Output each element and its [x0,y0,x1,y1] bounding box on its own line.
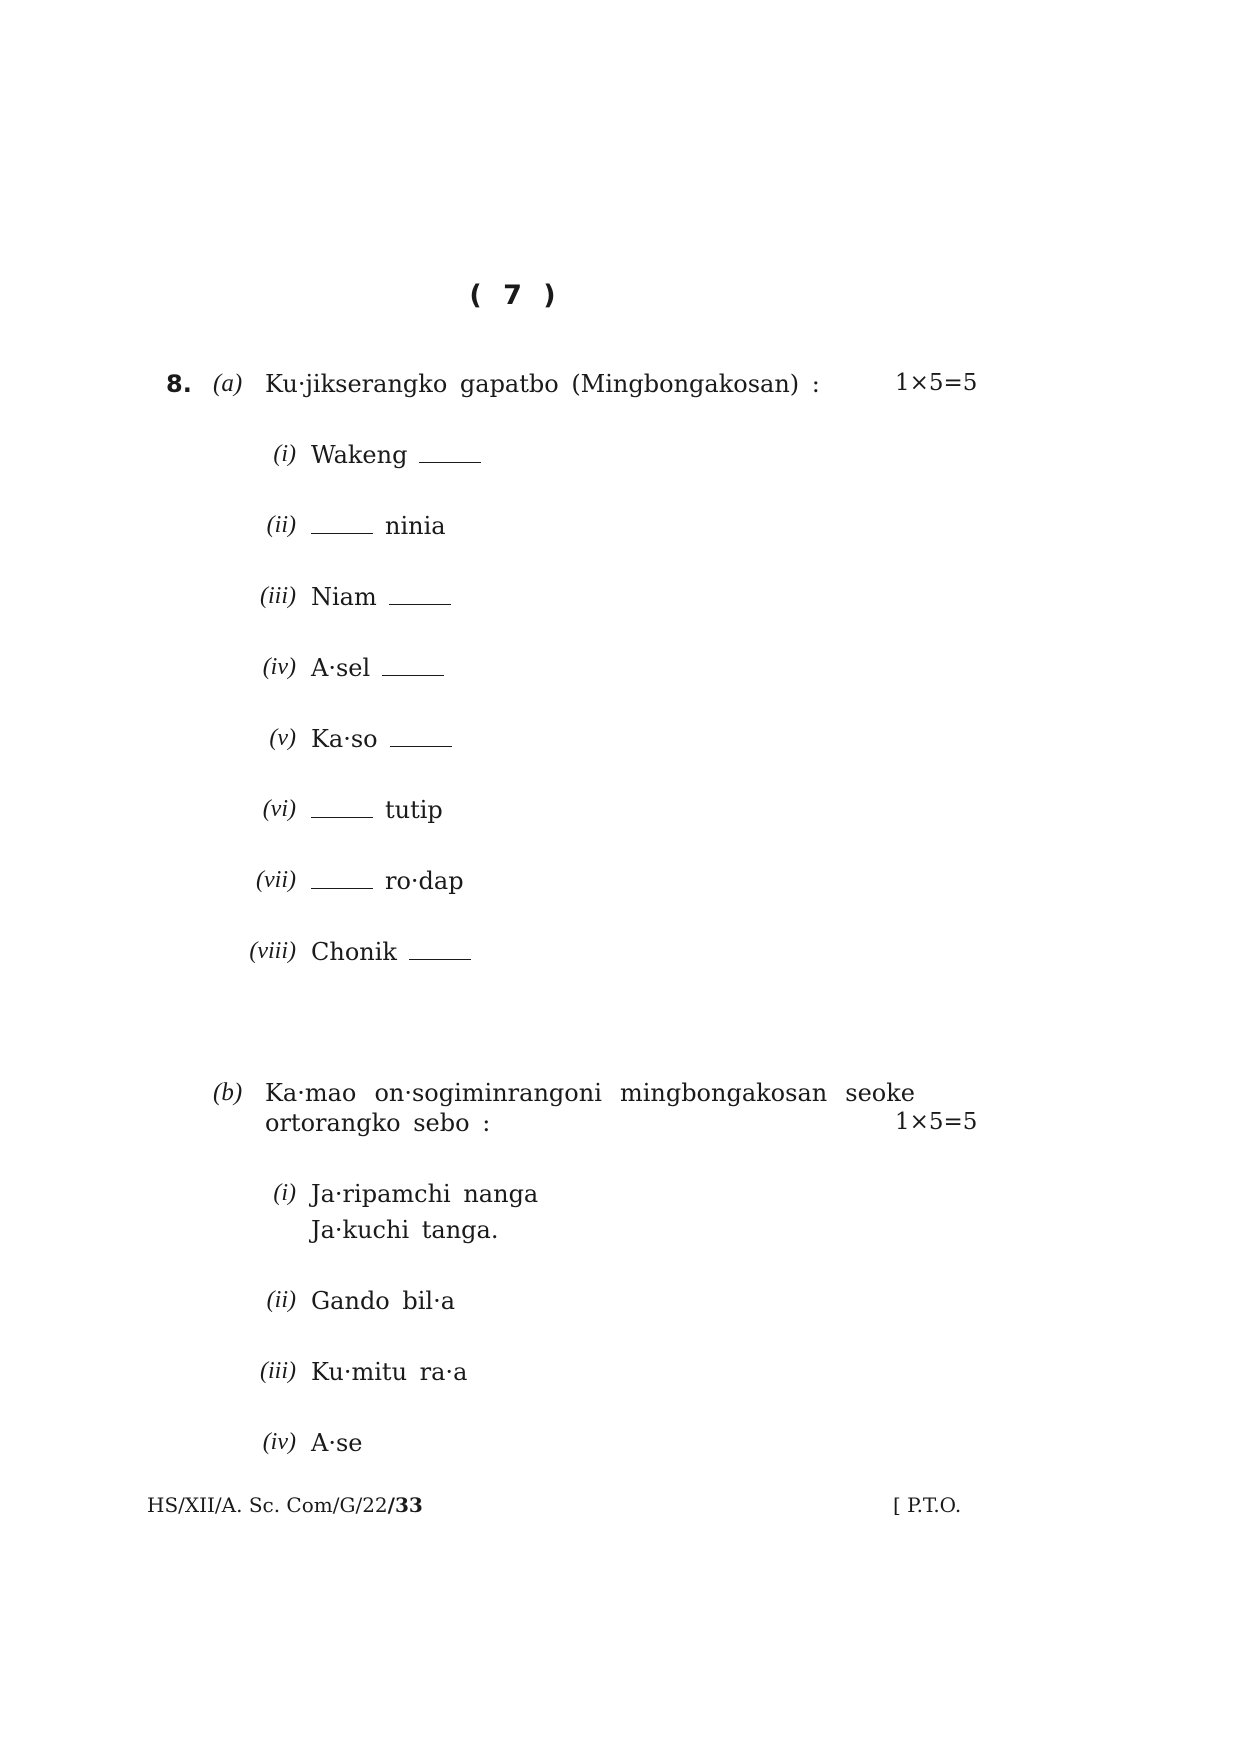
item-label: (iv) [262,1429,296,1455]
item-label: (ii) [266,512,296,538]
answer-blank [419,444,481,463]
page-number: ( 7 ) [469,280,562,311]
item-label: (viii) [249,938,296,964]
footer-pto: [ P.T.O. [893,1493,962,1517]
part-b-label: (b) [213,1079,243,1106]
item-text: tutip [311,796,443,824]
item-text: Ka·so [311,725,452,753]
part-a-marks: 1×5=5 [895,370,978,396]
footer-code [147,1493,423,1517]
item-label: (ii) [266,1287,296,1313]
item-label: (iii) [260,1358,296,1384]
answer-blank [311,515,373,534]
footer-code-text: HS/XII/A. Sc. Com/G/22 [147,1493,388,1517]
item-label: (v) [269,725,296,751]
item-text: ro·dap [311,867,464,895]
part-b-instruction-line2: ortorangko sebo : [265,1109,491,1137]
item-text-line1: Ku·mitu ra·a [311,1358,468,1386]
part-a-label: (a) [213,370,243,397]
footer-code-bold: /33 [387,1493,423,1517]
item-label: (vi) [262,796,296,822]
item-text-line1: Ja·ripamchi nanga [311,1180,539,1208]
part-b-instruction-line1: Ka·mao on·sogiminrangoni mingbongakosan seoke [265,1079,915,1107]
item-text: ninia [311,512,446,540]
item-text: A·sel [311,654,444,682]
item-text: Niam [311,583,451,611]
item-label: (iv) [262,654,296,680]
question-number: 8. [166,370,192,398]
answer-blank [311,799,373,818]
item-label: (iii) [260,583,296,609]
item-text: Chonik [311,938,471,966]
answer-blank [382,657,444,676]
item-label: (i) [273,441,296,467]
item-text-line1: Gando bil·a [311,1287,456,1315]
item-text: Wakeng [311,441,481,469]
item-text-line2: Ja·kuchi tanga. [311,1216,499,1244]
answer-blank [389,586,451,605]
answer-blank [390,728,452,747]
answer-blank [409,941,471,960]
item-label: (vii) [256,867,296,893]
item-text-line1: A·se [311,1429,363,1457]
part-b-marks: 1×5=5 [895,1109,978,1135]
answer-blank [311,870,373,889]
part-a-instruction: Ku·jikserangko gapatbo (Mingbongakosan) : [265,370,820,398]
item-label: (i) [273,1180,296,1206]
